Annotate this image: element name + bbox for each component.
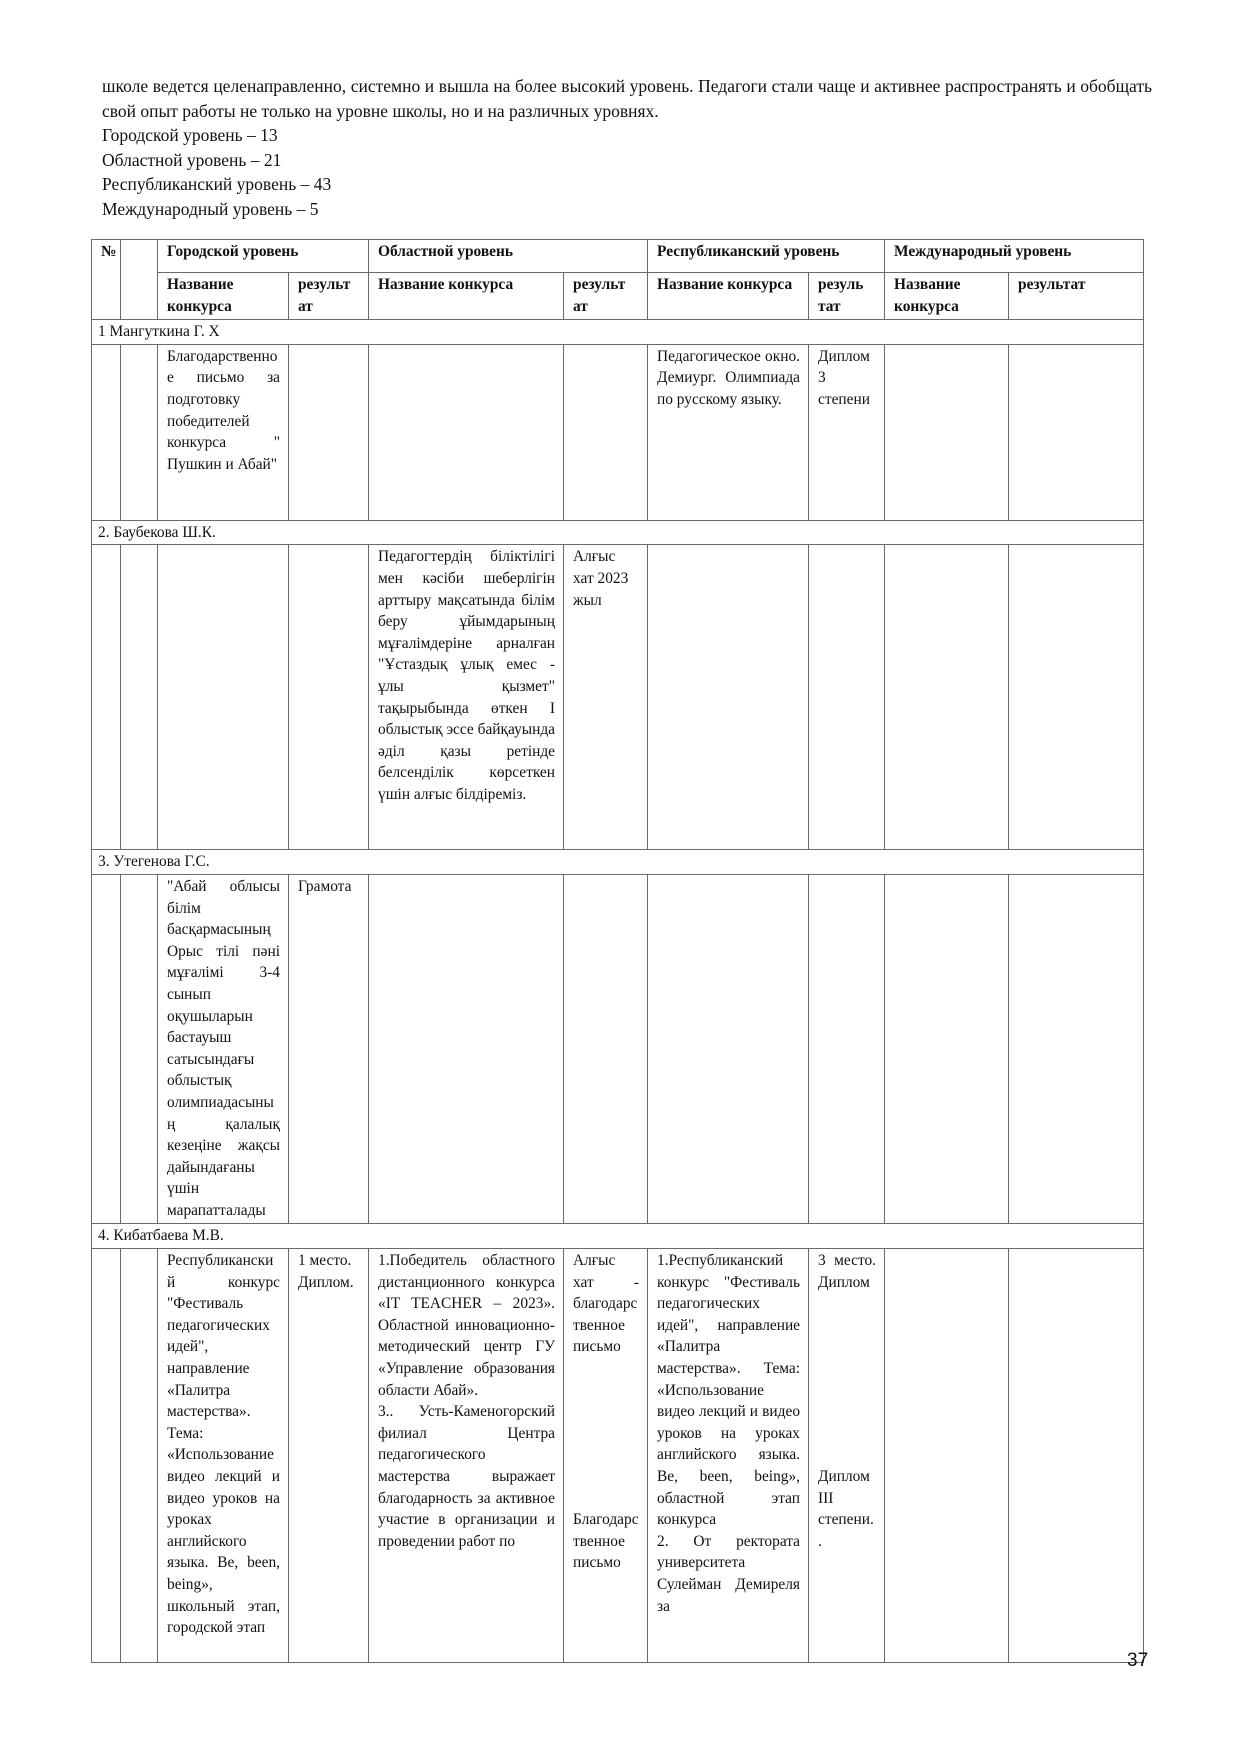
cell-number: [92, 1249, 121, 1663]
person-name: 3. Утегенова Г.С.: [92, 850, 1144, 875]
header-region-result: результ ат: [564, 273, 648, 320]
table-row: [92, 1249, 1144, 1663]
header-region-name: Название конкурса: [369, 273, 564, 320]
intro-text: [102, 74, 1152, 221]
header-republic-result: резуль тат: [809, 273, 885, 320]
level-count-international: Международный уровень – 5: [102, 198, 319, 219]
cell-international-name: [885, 344, 1009, 520]
cell-republic-name: Педагогическое окно. Демиург. Олимпиада по русскому языку.: [648, 344, 809, 520]
person-name: 1 Мангуткина Г. Х: [92, 320, 1144, 345]
person-row: [92, 1224, 1144, 1249]
region-entry-2: 3.. Усть-Каменогорский филиал Центра педагогического мастерства выражает благодарность за активное участие в организации и проведении работ по: [378, 1403, 556, 1550]
table-row: [92, 545, 1144, 850]
intro-paragraph: школе ведется целенаправленно, системно и вышла на более высокий уровень. Педагоги стали чаще и активнее распространять и обобщать свой опыт работы не только на уровне школы, но и на различных уровнях.: [102, 76, 1152, 121]
cell-international-result: [1009, 874, 1144, 1224]
level-count-city: Городской уровень – 13: [102, 125, 278, 145]
cell-international-result: [1009, 1249, 1144, 1663]
header-city-result: результ ат: [289, 273, 369, 320]
awards-table: [91, 239, 1144, 1663]
cell-international-result: [1009, 545, 1144, 850]
cell-number: [92, 545, 121, 850]
level-count-republic: Республиканский уровень – 43: [102, 174, 332, 194]
region-entry-1: 1.Победитель областного дистанционного конкурса «IT TEACHER – 2023». Областной инновационно-методический центр ГУ «Управление образования области Абай».: [378, 1252, 556, 1399]
cell-blank: [121, 344, 158, 520]
cell-republic-name: [648, 874, 809, 1224]
cell-city-name: "Абай облысы білім басқармасының Орыс тілі пәні мұғалімі 3-4 сынып оқушыларын бастауыш сатысындағы облыстық олимпиадасының қалалық кезеңіне жақсы дайындағаны үшін марапатталады: [158, 874, 289, 1224]
cell-republic-name: [648, 1249, 809, 1663]
cell-international-name: [885, 874, 1009, 1224]
cell-region-result: [564, 1249, 648, 1663]
cell-city-name: Республиканский конкурс "Фестиваль педагогических идей", направление «Палитра мастерства». Тема: «Использование видео лекций и видео уроков на уроках английского языка. Be, been, being», школьный этап, городской этап: [158, 1249, 289, 1663]
page-number: 37: [1127, 1650, 1149, 1671]
cell-number: [92, 874, 121, 1224]
republic-result-1: 3 место. Диплом: [818, 1252, 877, 1291]
header-blank: [121, 240, 158, 320]
cell-number: [92, 344, 121, 520]
cell-republic-name: [648, 545, 809, 850]
cell-region-name: [369, 344, 564, 520]
cell-region-result: [564, 874, 648, 1224]
cell-blank: [121, 545, 158, 850]
cell-city-name: [158, 545, 289, 850]
region-result-2: Благодарственное письмо: [573, 1511, 639, 1572]
cell-city-result: [289, 545, 369, 850]
header-city-level: Городской уровень: [158, 240, 369, 273]
region-result-1: Алғыс хат - благодарственное письмо: [573, 1252, 640, 1356]
republic-entry-2: 2. От ректората университета Сулейман Демиреля за: [657, 1532, 801, 1615]
cell-international-name: [885, 1249, 1009, 1663]
table-row: [92, 874, 1144, 1224]
person-row: [92, 850, 1144, 875]
cell-city-result: 1 место. Диплом.: [289, 1249, 369, 1663]
cell-region-name: [369, 1249, 564, 1663]
header-region-level: Областной уровень: [369, 240, 648, 273]
table-row: [92, 344, 1144, 520]
level-count-region: Областной уровень – 21: [102, 149, 282, 170]
cell-region-name: [369, 874, 564, 1224]
cell-international-result: [1009, 344, 1144, 520]
header-international-name: Название конкурса: [885, 273, 1009, 320]
cell-republic-result: [809, 874, 885, 1224]
cell-city-result: [289, 344, 369, 520]
person-name: 4. Кибатбаева М.В.: [92, 1224, 1144, 1249]
person-name: 2. Баубекова Ш.К.: [92, 520, 1144, 545]
cell-blank: [121, 874, 158, 1224]
cell-region-result: Алғыс хат 2023 жыл: [564, 545, 648, 850]
table-header-row: [92, 240, 1144, 273]
person-row: [92, 320, 1144, 345]
cell-republic-result: [809, 545, 885, 850]
cell-city-name: Благодарственное письмо за подготовку победителей конкурса " Пушкин и Абай": [158, 344, 289, 520]
header-number: №: [92, 240, 121, 320]
header-republic-level: Республиканский уровень: [648, 240, 885, 273]
cell-region-name: Педагогтердің біліктілігі мен кәсіби шеберлігін арттыру мақсатында білім беру ұйымдарының мұғалімдеріне арналған "Ұстаздық ұлық емес - ұлы қызмет" тақырыбында өткен I облыстық эссе байқауында әділ қазы ретінде белсенділік көрсеткен үшін алғыс білдіреміз.: [369, 545, 564, 850]
header-international-result: результат: [1009, 273, 1144, 320]
table-subheader-row: [92, 273, 1144, 320]
republic-entry-1: 1.Республиканский конкурс "Фестиваль педагогических идей", направление «Палитра мастерства». Тема: «Использование видео лекций и видео уроков на уроках английского языка. Be, been, being», областной этап конкурса: [657, 1252, 801, 1529]
cell-international-name: [885, 545, 1009, 850]
header-international-level: Международный уровень: [885, 240, 1144, 273]
republic-result-2: Диплом III степени..: [818, 1468, 874, 1551]
person-row: [92, 520, 1144, 545]
cell-blank: [121, 1249, 158, 1663]
cell-region-result: [564, 344, 648, 520]
header-republic-name: Название конкурса: [648, 273, 809, 320]
cell-city-result: Грамота: [289, 874, 369, 1224]
header-city-name: Название конкурса: [158, 273, 289, 320]
cell-republic-result: [809, 1249, 885, 1663]
cell-republic-result: Диплом 3 степени: [809, 344, 885, 520]
